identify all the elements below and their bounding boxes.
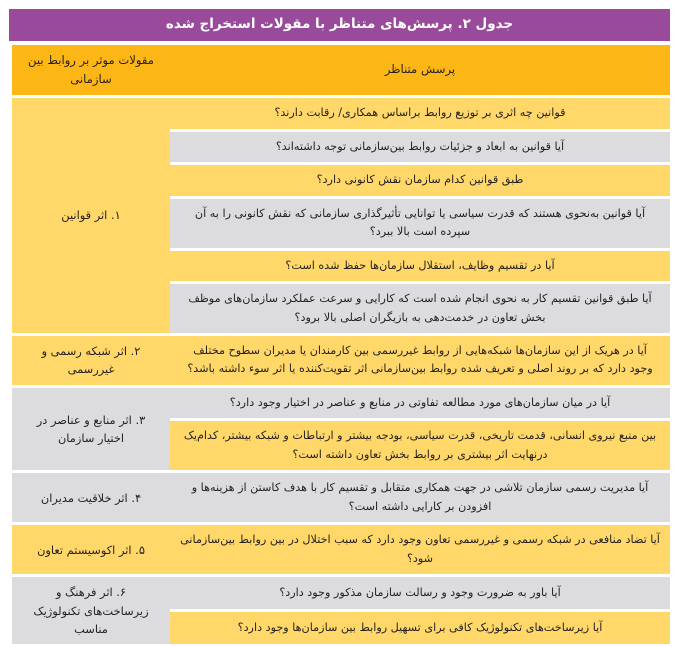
question-cell: آیا در هریک از این سازمان‌ها شبکه‌هایی از روابط غیررسمی بین کارمندان یا مدیران سطوح مختلف وجود دارد که بر روند اصلی و تعریف شده روابط بین‌سازمانی اثر تقویت‌کننده یا اثر سوء داشته باشد؟ — [170, 336, 670, 388]
table-row — [9, 525, 670, 577]
category-cell: ۶. اثر فرهنگ و زیرساخت‌های تکنولوژیک مناسب — [9, 577, 170, 647]
category-cell: ۱. اثر قوانین — [9, 98, 170, 336]
column-header-question: پرسش متناظر — [170, 45, 670, 98]
question-cell: آیا قوانین به‌نحوی هستند که قدرت سیاسی یا توانایی تأثیرگذاری سازمانی که نقش کانونی را به آن سپرده است بالا ببرد؟ — [170, 199, 670, 251]
question-cell: آیا در تقسیم وظایف، استقلال سازمان‌ها حفظ شده است؟ — [170, 251, 670, 284]
category-cell: ۵. اثر اکوسیستم تعاون — [9, 525, 170, 577]
table-row — [9, 577, 670, 612]
question-cell: آیا تضاد منافعی در شبکه رسمی و غیررسمی تعاون وجود دارد که سبب اختلال در بین روابط بین‌سازمانی شود؟ — [170, 525, 670, 577]
category-cell: ۲. اثر شبکه رسمی و غیررسمی — [9, 336, 170, 388]
category-cell: ۴. اثر خلاقیت مدیران — [9, 473, 170, 525]
table-row — [9, 98, 670, 131]
question-cell: بین منبع نیروی انسانی، قدمت تاریخی، قدرت سیاسی، بودجه بیشتر و ارتباطات و شبکه بیشتر، کدام‌یک درنهایت اثر بیشتری بر روابط بخش تعاون داشته است؟ — [170, 421, 670, 473]
question-cell: آیا باور به ضرورت وجود و رسالت سازمان مذکور وجود دارد؟ — [170, 577, 670, 612]
table-header-row — [9, 45, 670, 98]
question-cell: آیا قوانین به ابعاد و جزئیات روابط بین‌سازمانی توجه داشته‌اند؟ — [170, 132, 670, 165]
comparison-table — [9, 45, 670, 647]
table-container — [9, 9, 670, 647]
question-cell: آیا در میان سازمان‌های مورد مطالعه تفاوتی در منابع و عناصر در اختیار وجود دارد؟ — [170, 388, 670, 421]
table-row — [9, 336, 670, 388]
table-row — [9, 473, 670, 525]
table-title: جدول ۲. پرسش‌های متناظر با مقولات استخراج شده — [9, 9, 670, 41]
question-cell: قوانین چه اثری بر توزیع روابط براساس همکاری/ رقابت دارند؟ — [170, 98, 670, 131]
question-cell: طبق قوانین کدام سازمان نقش کانونی دارد؟ — [170, 165, 670, 198]
table-row — [9, 388, 670, 421]
question-cell: آیا طبق قوانین تقسیم کار به نحوی انجام شده است که کارایی و سرعت عملکرد سازمان‌های موظف بخش تعاون در خدمت‌دهی به بازیگران اصلی بالا برود؟ — [170, 284, 670, 336]
category-cell: ۳. اثر منابع و عناصر در اختیار سازمان — [9, 388, 170, 473]
question-cell: آیا مدیریت رسمی سازمان تلاشی در جهت همکاری متقابل و تقسیم کار با هدف کاستن از هزینه‌ها و افزودن بر کارایی داشته است؟ — [170, 473, 670, 525]
question-cell: آیا زیرساخت‌های تکنولوژیک کافی برای تسهیل روابط بین سازمان‌ها وجود دارد؟ — [170, 612, 670, 647]
column-header-category: مقولات موثر بر روابط بین سازمانی — [9, 45, 170, 98]
